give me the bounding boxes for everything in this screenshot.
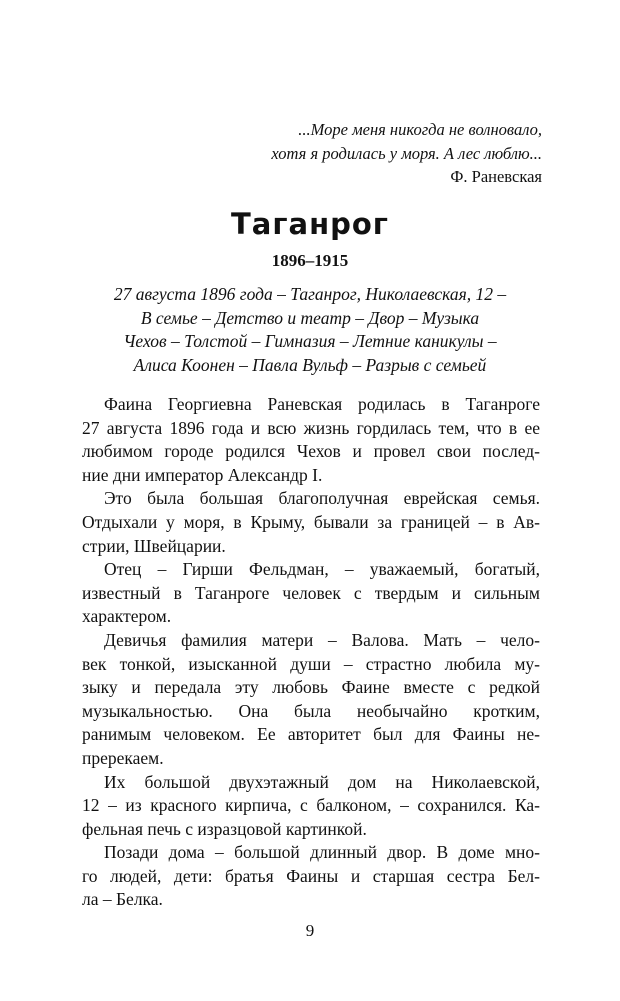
epigraph-author: Ф. Раневская xyxy=(450,167,542,186)
summary-line: Чехов – Толстой – Гимназия – Летние каникулы – xyxy=(123,331,497,351)
text-line: Позади дома – большой длинный двор. В доме мно- xyxy=(104,842,540,863)
chapter-title: Таганрог xyxy=(231,207,389,241)
text-line: Фаина Георгиевна Раневская родилась в Таганроге xyxy=(104,394,540,414)
text-line: го людей, дети: братья Фаины и старшая сестра Бел- xyxy=(82,865,540,886)
text-line: Их большой двухэтажный дом на Николаевской, xyxy=(104,771,540,792)
text-line: Отдыхали у моря, в Крыму, бывали за границей – в Ав- xyxy=(82,511,540,532)
text-line: характером. xyxy=(82,606,172,627)
text-line: Это была большая благополучная еврейская семья. xyxy=(104,488,540,509)
text-line: любимом городе родился Чехов и провел свои послед- xyxy=(82,441,540,462)
epigraph xyxy=(182,118,542,189)
text-line: стрии, Швейцарии. xyxy=(82,535,226,556)
text-line: зыку и передала эту любовь Фаине вместе с редкой xyxy=(82,677,540,698)
summary-line: В семье – Детство и театр – Двор – Музыка xyxy=(140,307,480,328)
text-line: 27 августа 1896 года и всю жизнь гордилась тем, что в ее xyxy=(82,417,540,438)
text-line: Девичья фамилия матери – Валова. Мать – чело- xyxy=(104,629,540,650)
chapter-years: 1896–1915 xyxy=(271,251,349,270)
text-line: ла – Белка. xyxy=(82,889,163,910)
summary-line: 27 августа 1896 года – Таганрог, Николаевская, 12 – xyxy=(113,284,507,304)
epigraph-line: ...Море меня никогда не волновало, xyxy=(298,120,542,139)
text-line: ранимым человеком. Ее авторитет был для Фаины не- xyxy=(82,724,540,745)
text-line: ние дни император Александр I. xyxy=(82,464,323,485)
text-line: известный в Таганроге человек с твердым и сильным xyxy=(82,582,540,603)
text-line: век тонкой, изысканной души – страстно любила му- xyxy=(82,653,540,674)
chapter-summary xyxy=(80,283,540,377)
text-line: пререкаем. xyxy=(82,747,164,768)
text-line: музыкальностью. Она была необычайно кротким, xyxy=(82,700,540,721)
epigraph-line: хотя я родилась у моря. А лес люблю... xyxy=(271,143,542,163)
text-line: Отец – Гирши Фельдман, – уважаемый, богатый, xyxy=(104,559,540,580)
body-text xyxy=(82,393,540,912)
text-line: 12 – из красного кирпича, с балконом, – сохранился. Ка- xyxy=(82,795,540,816)
page-number: 9 xyxy=(305,921,315,940)
text-line: фельная печь с изразцовой картинкой. xyxy=(82,818,367,839)
summary-line: Алиса Коонен – Павла Вульф – Разрыв с семьей xyxy=(133,354,487,375)
